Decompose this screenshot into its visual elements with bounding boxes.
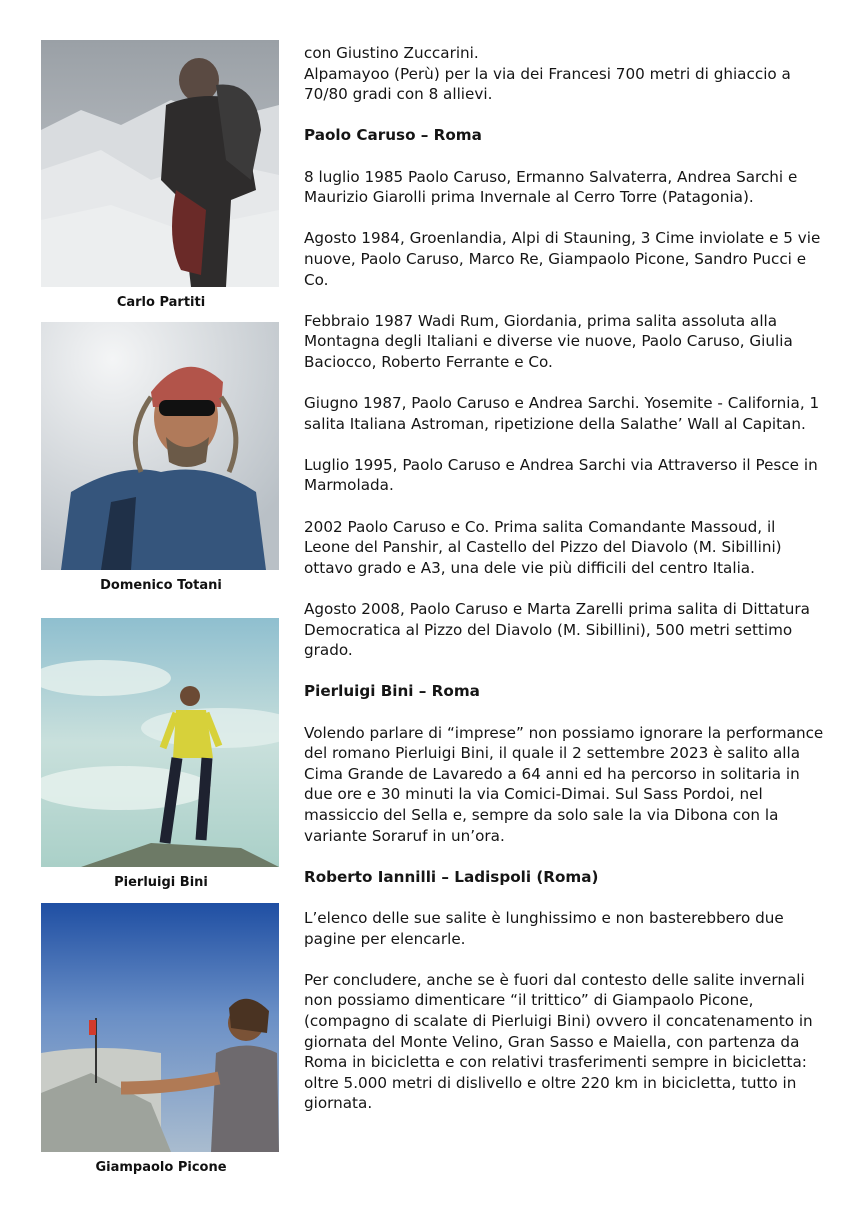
caption-domenico-totani: Domenico Totani	[100, 578, 222, 593]
intro-line-2: Alpamayoo (Perù) per la via dei Francesi 700 metri di ghiaccio a 70/80 gradi con 8 allievi.	[304, 64, 791, 104]
caption-carlo-partiti: Carlo Partiti	[116, 295, 206, 310]
paragraph-conclusion: Per concludere, anche se è fuori dal contesto delle salite invernali non possiamo dimenticare “il trittico” di Giampaolo Picone, (compagno di scalate di Pierluigi Bini) ovvero il concatenamento in giornata del Monte Velino, Gran Sasso e Maiella, con partenza da Roma in bicicletta e con relativi trasferimenti sempre in bicicletta: oltre 5.000 metri di dislivello e oltre 220 km in bicicletta, tutto in giornata.	[304, 970, 813, 1113]
intro-line-1: con Giustino Zuccarini.	[304, 44, 479, 62]
caption-giampaolo-picone: Giampaolo Picone	[95, 1160, 227, 1175]
heading-pierluigi-bini: Pierluigi Bini – Roma	[304, 682, 480, 701]
article-text-column	[304, 43, 824, 1134]
paragraph-bini: Volendo parlare di “imprese” non possiamo ignorare la performance del romano Pierluigi Bini, il quale il 2 settembre 2023 è salito alla Cima Grande de Lavaredo a 64 anni ed ha percorso in solitaria in due ore e 30 minuti la via Comici-Dimai. Sul Sass Pordoi, nel massiccio del Sella e, sempre da solo sale la via Dibona con la variante Soraruf in un’ora.	[304, 723, 824, 845]
paragraph-caruso-2: Agosto 1984, Groenlandia, Alpi di Stauning, 3 Cime inviolate e 5 vie nuove, Paolo Caruso, Marco Re, Giampaolo Picone, Sandro Pucci e Co.	[304, 229, 821, 289]
heading-paolo-caruso: Paolo Caruso – Roma	[304, 126, 482, 145]
paragraph-caruso-4: Giugno 1987, Paolo Caruso e Andrea Sarchi. Yosemite - California, 1 salita Italiana Astroman, ripetizione della Salathe’ Wall al Capitan.	[304, 394, 820, 433]
caption-pierluigi-bini: Pierluigi Bini	[114, 875, 208, 890]
photo-carlo-partiti	[41, 40, 279, 287]
paragraph-caruso-5: Luglio 1995, Paolo Caruso e Andrea Sarchi via Attraverso il Pesce in Marmolada.	[304, 455, 818, 495]
photo-pierluigi-bini	[41, 618, 279, 867]
photo-domenico-totani	[41, 322, 279, 570]
photo-giampaolo-picone	[41, 903, 279, 1152]
paragraph-caruso-3: Febbraio 1987 Wadi Rum, Giordania, prima salita assoluta alla Montagna degli Italiani e diverse vie nuove, Paolo Caruso, Giulia Baciocco, Roberto Ferrante e Co.	[304, 311, 793, 371]
paragraph-caruso-6: 2002 Paolo Caruso e Co. Prima salita Comandante Massoud, il Leone del Panshir, al Castello del Pizzo del Diavolo (M. Sibillini) ottavo grado e A3, una dele vie più difficili del centro Italia.	[304, 517, 782, 577]
heading-roberto-iannilli: Roberto Iannilli – Ladispoli (Roma)	[304, 867, 599, 886]
paragraph-iannilli: L’elenco delle sue salite è lunghissimo e non basterebbero due pagine per elencarle.	[304, 908, 784, 948]
paragraph-caruso-7: Agosto 2008, Paolo Caruso e Marta Zarelli prima salita di Dittatura Democratica al Pizzo del Diavolo (M. Sibillini), 500 metri settimo grado.	[304, 600, 810, 660]
paragraph-caruso-1: 8 luglio 1985 Paolo Caruso, Ermanno Salvaterra, Andrea Sarchi e Maurizio Giarolli prima Invernale al Cerro Torre (Patagonia).	[304, 167, 798, 207]
